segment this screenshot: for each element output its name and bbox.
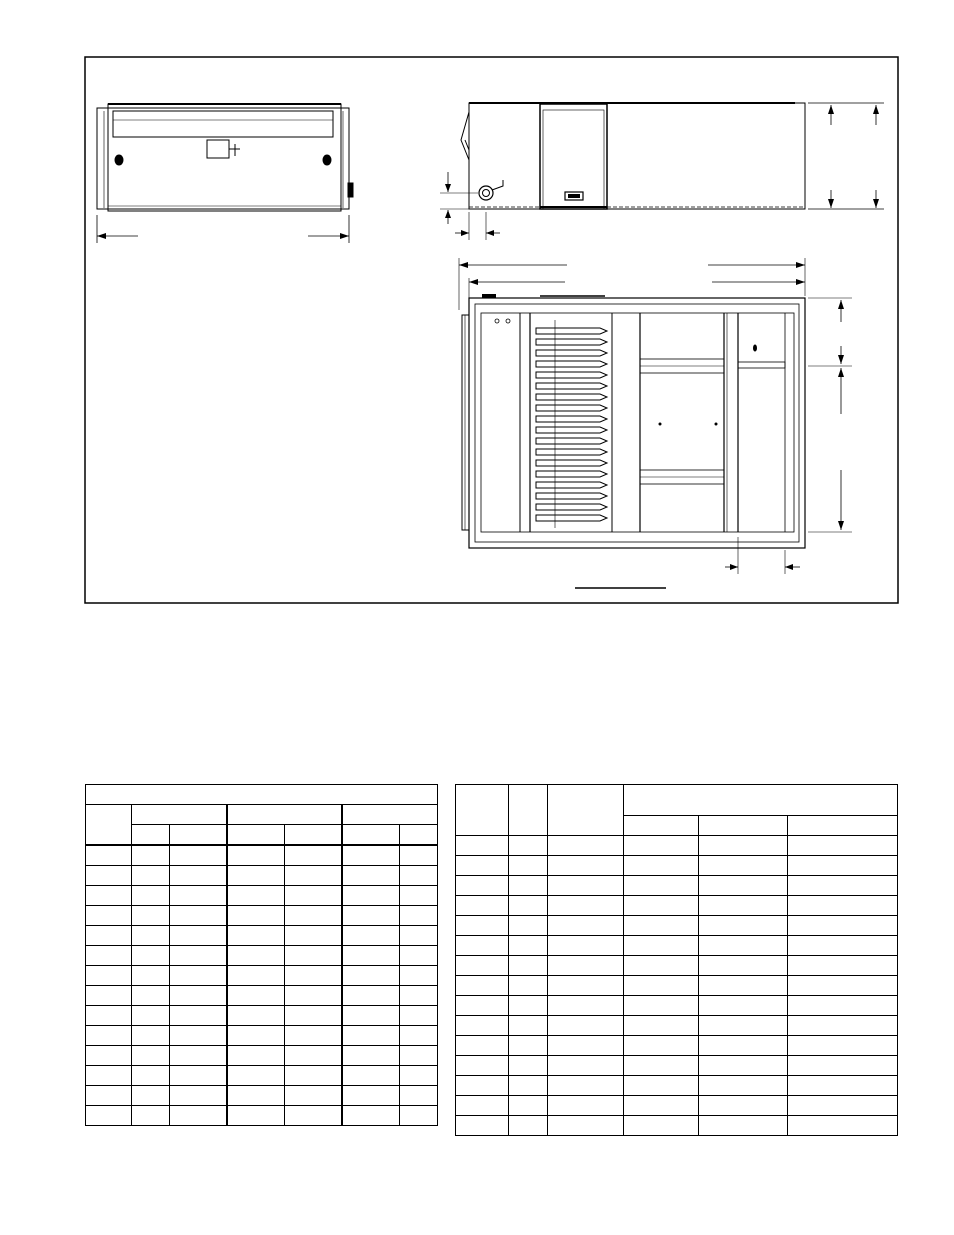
table-cell	[227, 966, 284, 986]
table-cell	[285, 926, 342, 946]
table-cell	[624, 916, 699, 936]
table-row	[456, 1036, 898, 1056]
subheader-cell	[342, 825, 399, 846]
table-cell	[788, 836, 898, 856]
table-cell	[399, 866, 437, 886]
table-cell	[342, 1026, 399, 1046]
table-cell	[788, 1116, 898, 1136]
table-cell	[132, 906, 170, 926]
table-cell	[285, 1006, 342, 1026]
table-cell	[509, 1096, 548, 1116]
table-cell	[285, 1026, 342, 1046]
table-cell	[285, 906, 342, 926]
side-view	[440, 103, 884, 240]
dimensions-table-left	[85, 784, 438, 1126]
burner-tubes	[536, 328, 607, 521]
table-cell	[227, 986, 284, 1006]
table-cell	[170, 966, 227, 986]
table-cell	[548, 916, 624, 936]
subheader-cell	[788, 815, 898, 835]
table-cell	[509, 836, 548, 856]
table-cell	[624, 856, 699, 876]
header-group-cell	[227, 805, 342, 825]
table-cell	[456, 1116, 509, 1136]
table-cell	[699, 1036, 788, 1056]
table-cell	[86, 845, 132, 866]
table-cell	[699, 916, 788, 936]
table-cell	[699, 1116, 788, 1136]
table-cell	[456, 976, 509, 996]
table-cell	[509, 856, 548, 876]
table-cell	[548, 1056, 624, 1076]
table-cell	[456, 896, 509, 916]
table-cell	[548, 896, 624, 916]
table-cell	[548, 956, 624, 976]
table-cell	[227, 1086, 284, 1106]
subheader-cell	[699, 815, 788, 835]
table-cell	[86, 926, 132, 946]
table-cell	[170, 1026, 227, 1046]
table-row	[456, 1016, 898, 1036]
table-cell	[548, 1116, 624, 1136]
table-cell	[86, 966, 132, 986]
table-cell	[699, 1016, 788, 1036]
table-cell	[227, 1026, 284, 1046]
table-cell	[456, 1056, 509, 1076]
table-row	[86, 966, 438, 986]
table-cell	[456, 876, 509, 896]
table-cell	[456, 996, 509, 1016]
table-cell	[788, 936, 898, 956]
table-row	[86, 1106, 438, 1126]
table-cell	[86, 1086, 132, 1106]
table-row	[456, 876, 898, 896]
table-cell	[342, 866, 399, 886]
table-cell	[624, 1056, 699, 1076]
table-cell	[548, 996, 624, 1016]
table-cell	[788, 1076, 898, 1096]
table-cell	[399, 1106, 437, 1126]
table-row	[86, 926, 438, 946]
table-cell	[86, 866, 132, 886]
table-cell	[227, 845, 284, 866]
table-cell	[548, 1036, 624, 1056]
table-row	[456, 836, 898, 856]
table-cell	[399, 1066, 437, 1086]
table-cell	[509, 876, 548, 896]
table-cell	[170, 946, 227, 966]
table-cell	[548, 836, 624, 856]
table-row	[456, 856, 898, 876]
table-cell	[509, 1116, 548, 1136]
table-cell	[699, 876, 788, 896]
table-cell	[456, 1096, 509, 1116]
header-cell	[456, 785, 509, 836]
subheader-cell	[399, 825, 437, 846]
table-cell	[399, 1026, 437, 1046]
table-cell	[170, 866, 227, 886]
table-row	[456, 976, 898, 996]
table-cell	[342, 946, 399, 966]
table-cell	[456, 916, 509, 936]
table-cell	[170, 1066, 227, 1086]
table-cell	[342, 1006, 399, 1026]
table-cell	[132, 1106, 170, 1126]
table-cell	[399, 1006, 437, 1026]
dimensions-table-right	[455, 784, 898, 1136]
table-cell	[285, 1086, 342, 1106]
table-cell	[624, 1016, 699, 1036]
table-cell	[699, 836, 788, 856]
table-cell	[342, 986, 399, 1006]
table-cell	[132, 1086, 170, 1106]
table-cell	[509, 1036, 548, 1056]
table-cell	[624, 996, 699, 1016]
table-cell	[788, 976, 898, 996]
table-cell	[285, 986, 342, 1006]
table-row	[86, 845, 438, 866]
table-cell	[132, 866, 170, 886]
table-cell	[132, 1026, 170, 1046]
table-cell	[86, 946, 132, 966]
header-group-cell	[342, 805, 438, 825]
subheader-cell	[285, 825, 342, 846]
table-cell	[788, 996, 898, 1016]
table-cell	[170, 926, 227, 946]
table-cell	[624, 1076, 699, 1096]
table-cell	[86, 1066, 132, 1086]
table-row	[86, 1046, 438, 1066]
table-cell	[285, 946, 342, 966]
table-cell	[788, 1016, 898, 1036]
table-cell	[227, 866, 284, 886]
table-cell	[285, 1106, 342, 1126]
table-cell	[132, 1066, 170, 1086]
table-cell	[399, 845, 437, 866]
table-cell	[285, 866, 342, 886]
header-cell	[548, 785, 624, 836]
table-cell	[788, 1096, 898, 1116]
table-cell	[342, 906, 399, 926]
table-cell	[456, 836, 509, 856]
table-cell	[699, 936, 788, 956]
table-cell	[624, 956, 699, 976]
table-cell	[227, 1106, 284, 1126]
table-cell	[227, 926, 284, 946]
table-cell	[699, 996, 788, 1016]
table-cell	[509, 1076, 548, 1096]
top-view	[459, 258, 852, 588]
table-cell	[699, 1076, 788, 1096]
table-cell	[170, 906, 227, 926]
table-cell	[227, 1066, 284, 1086]
subheader-cell	[227, 825, 284, 846]
table-cell	[342, 966, 399, 986]
table-cell	[399, 886, 437, 906]
table-cell	[227, 1006, 284, 1026]
end-view	[97, 104, 353, 243]
header-cell	[509, 785, 548, 836]
table-cell	[342, 926, 399, 946]
table-cell	[227, 906, 284, 926]
table-cell	[132, 986, 170, 1006]
header-group-cell	[132, 805, 228, 825]
table-cell	[624, 936, 699, 956]
table-cell	[509, 956, 548, 976]
table-cell	[170, 1106, 227, 1126]
table-cell	[509, 1016, 548, 1036]
table-cell	[548, 856, 624, 876]
table-row	[86, 986, 438, 1006]
table-cell	[548, 976, 624, 996]
table-cell	[788, 1036, 898, 1056]
table-cell	[548, 876, 624, 896]
table-cell	[285, 845, 342, 866]
table-cell	[342, 845, 399, 866]
table-cell	[624, 1116, 699, 1136]
table-cell	[788, 856, 898, 876]
table-cell	[788, 896, 898, 916]
table-cell	[624, 1096, 699, 1116]
table-cell	[399, 986, 437, 1006]
table-cell	[399, 906, 437, 926]
table-cell	[509, 896, 548, 916]
table-cell	[456, 956, 509, 976]
table-cell	[170, 1086, 227, 1106]
table-cell	[132, 1006, 170, 1026]
table-cell	[456, 1076, 509, 1096]
table-cell	[132, 845, 170, 866]
table-cell	[624, 1036, 699, 1056]
table-row	[456, 936, 898, 956]
table-cell	[456, 1036, 509, 1056]
table-cell	[699, 976, 788, 996]
table-cell	[342, 1066, 399, 1086]
table-cell	[86, 1006, 132, 1026]
table-cell	[86, 1046, 132, 1066]
table-cell	[509, 936, 548, 956]
table-cell	[170, 986, 227, 1006]
table-cell	[86, 906, 132, 926]
table-cell	[170, 845, 227, 866]
table-title-row	[86, 785, 438, 805]
table-row	[86, 1006, 438, 1026]
table-cell	[548, 1096, 624, 1116]
table-cell	[132, 946, 170, 966]
table-cell	[624, 836, 699, 856]
table-cell	[699, 896, 788, 916]
table-row	[456, 956, 898, 976]
table-cell	[699, 856, 788, 876]
table-cell	[132, 926, 170, 946]
table-row	[86, 866, 438, 886]
table-cell	[285, 886, 342, 906]
table-cell	[227, 886, 284, 906]
table-cell	[342, 886, 399, 906]
table-cell	[788, 956, 898, 976]
table-cell	[342, 1106, 399, 1126]
table-row	[456, 1076, 898, 1096]
table-row	[86, 1026, 438, 1046]
table-cell	[342, 1086, 399, 1106]
table-cell	[399, 946, 437, 966]
table-cell	[509, 976, 548, 996]
table-cell	[132, 886, 170, 906]
table-cell	[624, 976, 699, 996]
table-row	[456, 996, 898, 1016]
table-cell	[456, 1016, 509, 1036]
table-row	[86, 1066, 438, 1086]
table-cell	[509, 916, 548, 936]
table-row	[456, 1096, 898, 1116]
header-cell	[86, 805, 132, 846]
table-cell	[699, 1056, 788, 1076]
table-cell	[132, 1046, 170, 1066]
table-cell	[170, 1046, 227, 1066]
table-row	[456, 1116, 898, 1136]
table-row	[86, 886, 438, 906]
table-cell	[399, 966, 437, 986]
table-cell	[456, 936, 509, 956]
subheader-cell	[624, 815, 699, 835]
table-cell	[86, 1026, 132, 1046]
table-cell	[399, 926, 437, 946]
table-cell	[699, 1096, 788, 1116]
table-cell	[170, 1006, 227, 1026]
table-cell	[456, 856, 509, 876]
table-cell	[788, 1056, 898, 1076]
table-row	[86, 946, 438, 966]
table-row	[456, 896, 898, 916]
subheader-cell	[132, 825, 170, 846]
table-cell	[86, 1106, 132, 1126]
table-cell	[86, 886, 132, 906]
table-cell	[227, 1046, 284, 1066]
table-cell	[788, 916, 898, 936]
table-cell	[548, 1076, 624, 1096]
table-cell	[170, 886, 227, 906]
table-cell	[399, 1086, 437, 1106]
table-cell	[624, 896, 699, 916]
figure-frame	[85, 57, 898, 603]
table-cell	[548, 1016, 624, 1036]
header-group-cell	[624, 785, 898, 816]
table-cell	[342, 1046, 399, 1066]
table-cell	[227, 946, 284, 966]
table-row	[456, 916, 898, 936]
table-cell	[624, 876, 699, 896]
table-cell	[399, 1046, 437, 1066]
table-row	[86, 1086, 438, 1106]
table-cell	[788, 876, 898, 896]
table-cell	[509, 996, 548, 1016]
table-cell	[86, 986, 132, 1006]
table-row	[86, 906, 438, 926]
table-cell	[285, 1046, 342, 1066]
table-cell	[285, 966, 342, 986]
table-cell	[509, 1056, 548, 1076]
table-cell	[285, 1066, 342, 1086]
subheader-cell	[170, 825, 227, 846]
table-cell	[699, 956, 788, 976]
table-cell	[132, 966, 170, 986]
table-row	[456, 1056, 898, 1076]
table-cell	[548, 936, 624, 956]
